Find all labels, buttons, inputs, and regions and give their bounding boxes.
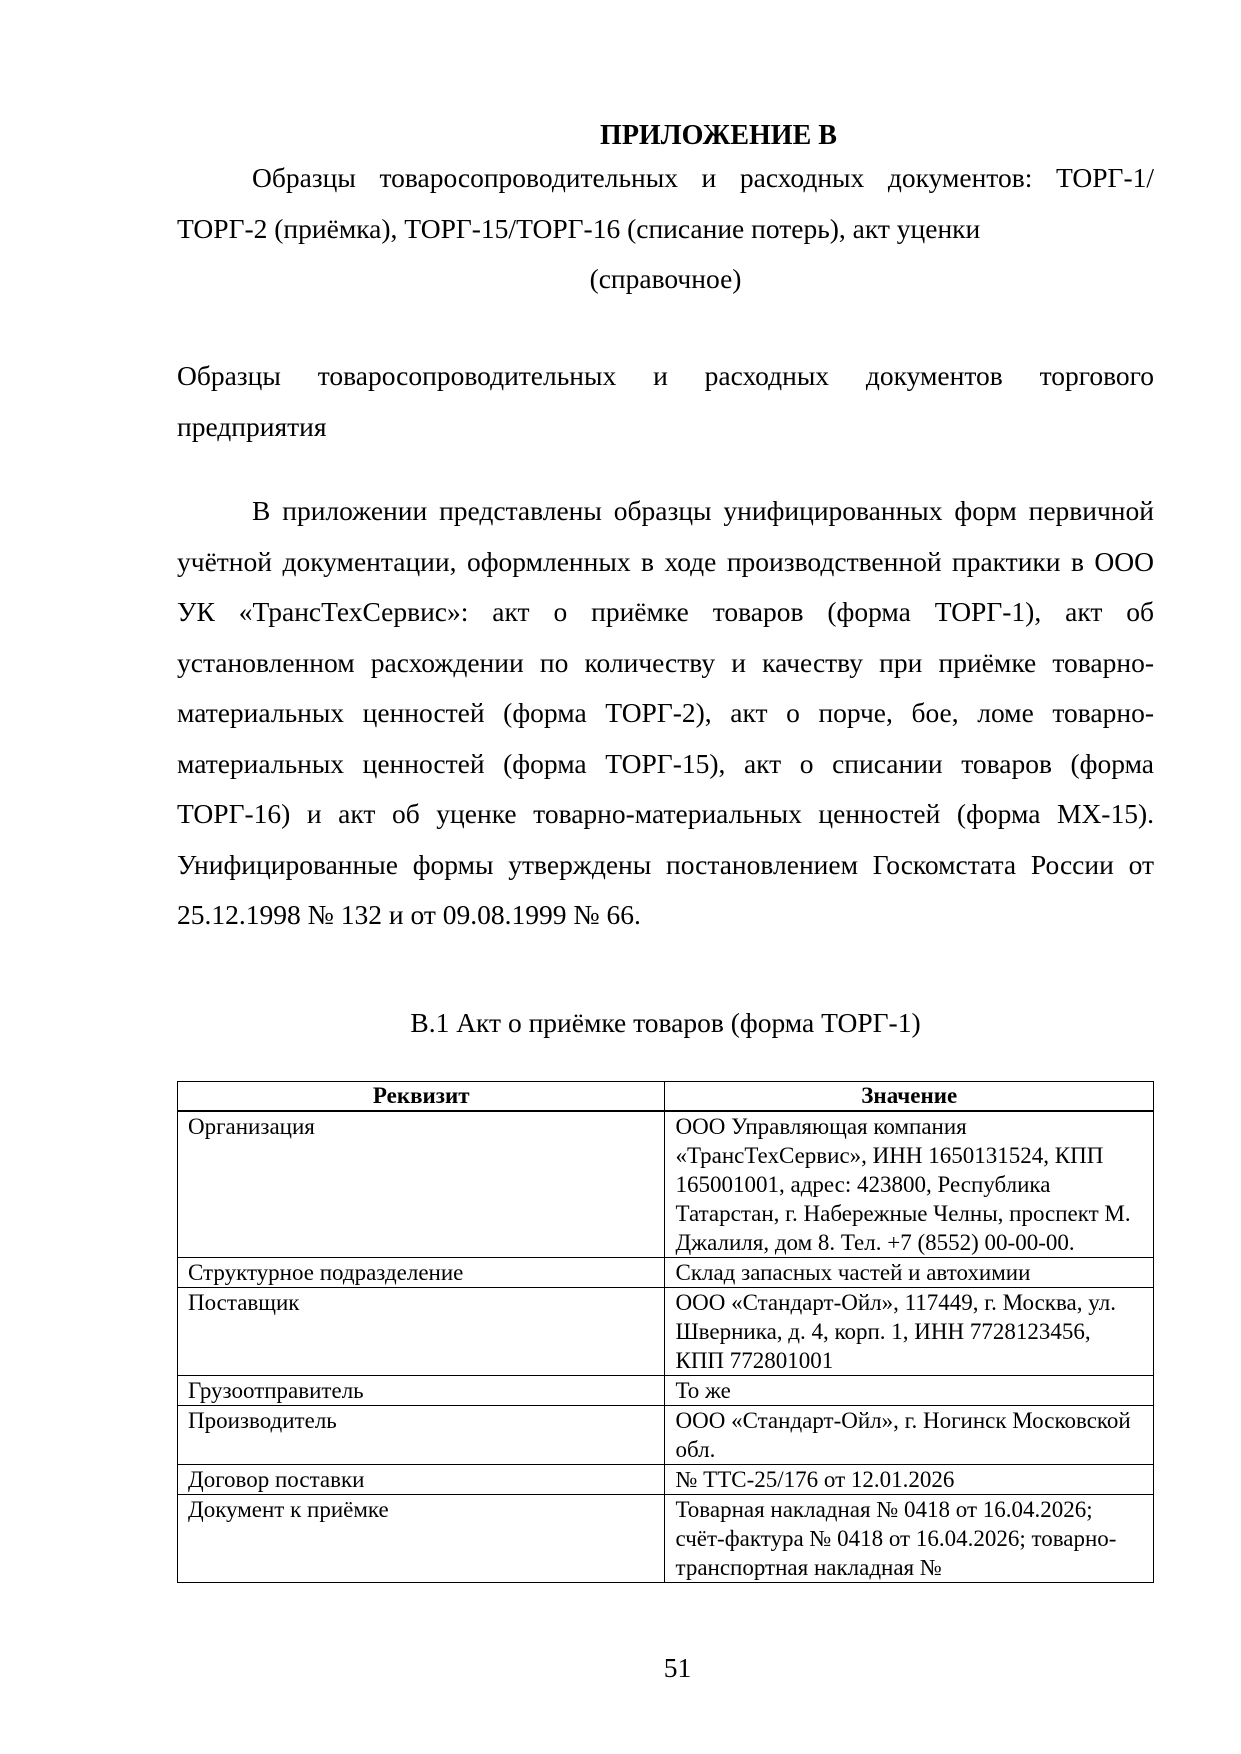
- table-row: [178, 1495, 1154, 1583]
- page-number: 51: [663, 1652, 692, 1683]
- value-cell: ООО «Стандарт-Ойл», г. Ногинск Московской обл.: [665, 1406, 1154, 1465]
- body-paragraph: [177, 486, 1154, 941]
- requisite-cell: Структурное подразделение: [178, 1258, 665, 1288]
- requisite-cell: Организация: [178, 1111, 665, 1258]
- column-header-requisite: Реквизит: [178, 1082, 665, 1112]
- table-row: [178, 1465, 1154, 1495]
- value-cell: Товарная накладная № 0418 от 16.04.2026; счёт-фактура № 0418 от 16.04.2026; товарно-транспортная накладная №: [665, 1495, 1154, 1583]
- document-page: [177, 0, 1154, 1754]
- section-heading-text: Образцы товаросопроводительных и расходных документов торгового предприятия: [177, 360, 1154, 442]
- value-cell: № ТТС-25/176 от 12.01.2026: [665, 1465, 1154, 1495]
- table-row: [178, 1258, 1154, 1288]
- requisites-table: [177, 1081, 1154, 1583]
- appendix-subtitle: [177, 153, 1154, 305]
- requisite-cell: Договор поставки: [178, 1465, 665, 1495]
- subtitle-line-1: Образцы товаросопроводительных и расходных документов:: [252, 162, 1033, 193]
- table-row: [178, 1406, 1154, 1465]
- subtitle-text: [177, 153, 1154, 254]
- value-cell: Склад запасных частей и автохимии: [665, 1258, 1154, 1288]
- subtitle-line-2: ТОРГ-1/ТОРГ-2 (приёмка), ТОРГ-15/ТОРГ-16 (списание потерь), акт уценки: [177, 162, 1154, 244]
- body-paragraph-text: В приложении представлены образцы унифицированных форм первичной учётной документации, оформленных в ходе производственной практики в ООО УК «ТрансТехСервис»: акт о приёмке товаров (форма ТОРГ-1), акт об установленном расхождении по количеству и качеству при приёмке товарно-материальных ценностей (форма ТОРГ-2), акт о порче, бое, ломе товарно-материальных ценностей (форма ТОРГ-15), акт о списании товаров (форма ТОРГ-16) и акт об уценке товарно-материальных ценностей (форма МХ-15). Унифицированные формы утверждены постановлением Госкомстата России от 25.12.1998 № 132 и от 09.08.1999 № 66.: [177, 495, 1154, 930]
- subtitle-line-3: (справочное): [589, 263, 742, 294]
- section-heading: [177, 351, 1154, 452]
- requisite-cell: Производитель: [178, 1406, 665, 1465]
- value-cell: То же: [665, 1376, 1154, 1406]
- table-row: [178, 1288, 1154, 1376]
- table-header-row: [178, 1082, 1154, 1112]
- requisite-cell: Поставщик: [178, 1288, 665, 1376]
- value-cell: ООО «Стандарт-Ойл», 117449, г. Москва, ул. Шверника, д. 4, корп. 1, ИНН 7728123456, КПП 772801001: [665, 1288, 1154, 1376]
- table-caption: В.1 Акт о приёмке товаров (форма ТОРГ-1): [410, 1007, 921, 1038]
- table-row: [178, 1376, 1154, 1406]
- column-header-value: Значение: [665, 1082, 1154, 1112]
- table-row: [178, 1111, 1154, 1258]
- appendix-title: ПРИЛОЖЕНИЕ В: [600, 120, 837, 151]
- requisite-cell: Грузоотправитель: [178, 1376, 665, 1406]
- value-cell: ООО Управляющая компания «ТрансТехСервис», ИНН 1650131524, КПП 165001001, адрес: 423800, Республика Татарстан, г. Набережные Челны, проспект М. Джалиля, дом 8. Тел. +7 (8552) 00-00-00.: [665, 1111, 1154, 1258]
- requisite-cell: Документ к приёмке: [178, 1495, 665, 1583]
